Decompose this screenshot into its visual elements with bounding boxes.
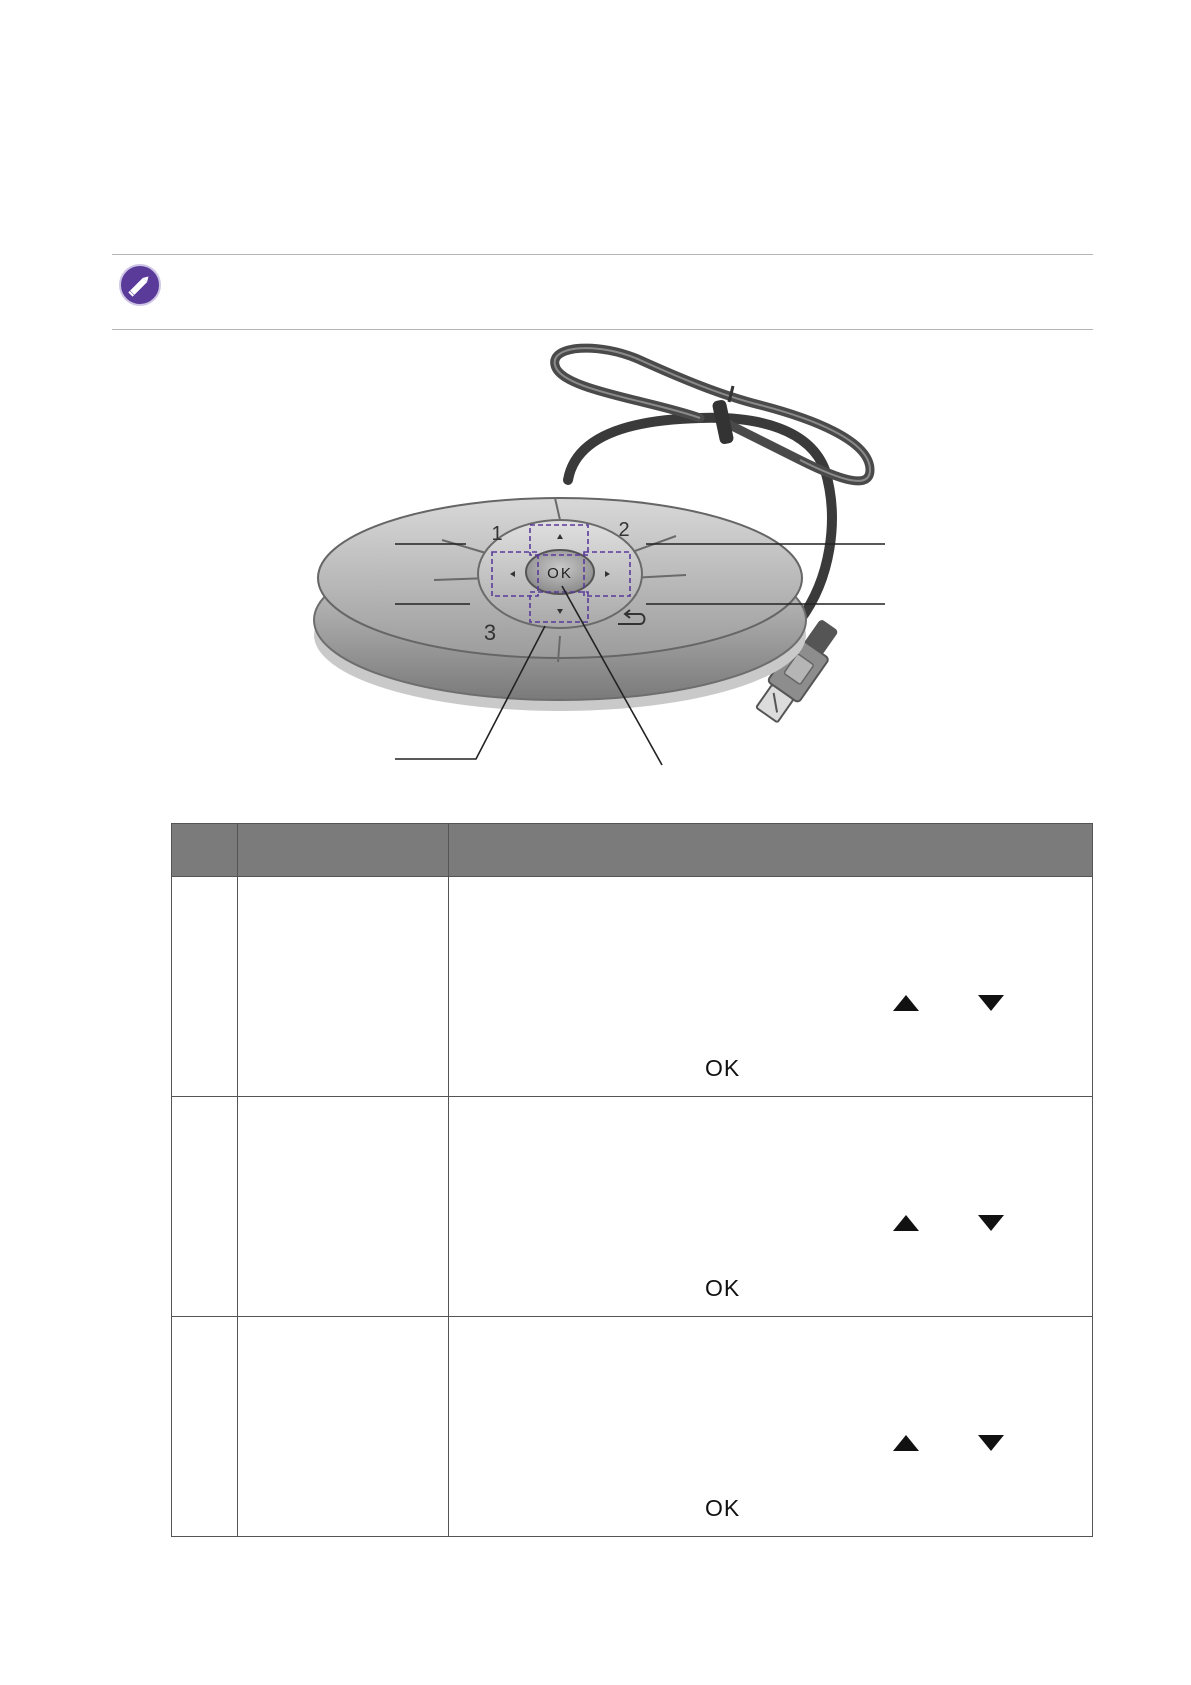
controller-function-table [171, 823, 1093, 1537]
osd-controller-illustration [0, 330, 1191, 780]
hotkey-2-label: 2 [618, 519, 630, 541]
row-name-cell [238, 1097, 449, 1317]
triangle-up-icon [892, 1214, 920, 1232]
row-name-cell [238, 1317, 449, 1537]
table-row [172, 1097, 1093, 1317]
row-description-cell [449, 1317, 1093, 1537]
triangle-down-icon [977, 1214, 1005, 1232]
note-box [112, 254, 1093, 330]
triangle-up-icon [892, 1434, 920, 1452]
table-row [172, 1317, 1093, 1537]
row-number-cell [172, 1097, 238, 1317]
ok-label: OK [705, 1495, 741, 1521]
header-cell-number [172, 824, 238, 877]
hotkey-1-label: 1 [491, 523, 503, 545]
row-description-cell [449, 877, 1093, 1097]
ok-label: OK [705, 1055, 741, 1081]
table-header-row [172, 824, 1093, 877]
row-name-cell [238, 877, 449, 1097]
triangle-down-icon [977, 1434, 1005, 1452]
header-cell-function [449, 824, 1093, 877]
ok-label: OK [705, 1275, 741, 1301]
row-description-cell [449, 1097, 1093, 1317]
row-number-cell [172, 1317, 238, 1537]
pencil-icon [118, 263, 162, 307]
row-number-cell [172, 877, 238, 1097]
triangle-up-icon [892, 994, 920, 1012]
ok-button[interactable]: OK [547, 565, 573, 582]
header-cell-name [238, 824, 449, 877]
hotkey-3-label: 3 [483, 620, 497, 645]
table-row [172, 877, 1093, 1097]
triangle-down-icon [977, 994, 1005, 1012]
